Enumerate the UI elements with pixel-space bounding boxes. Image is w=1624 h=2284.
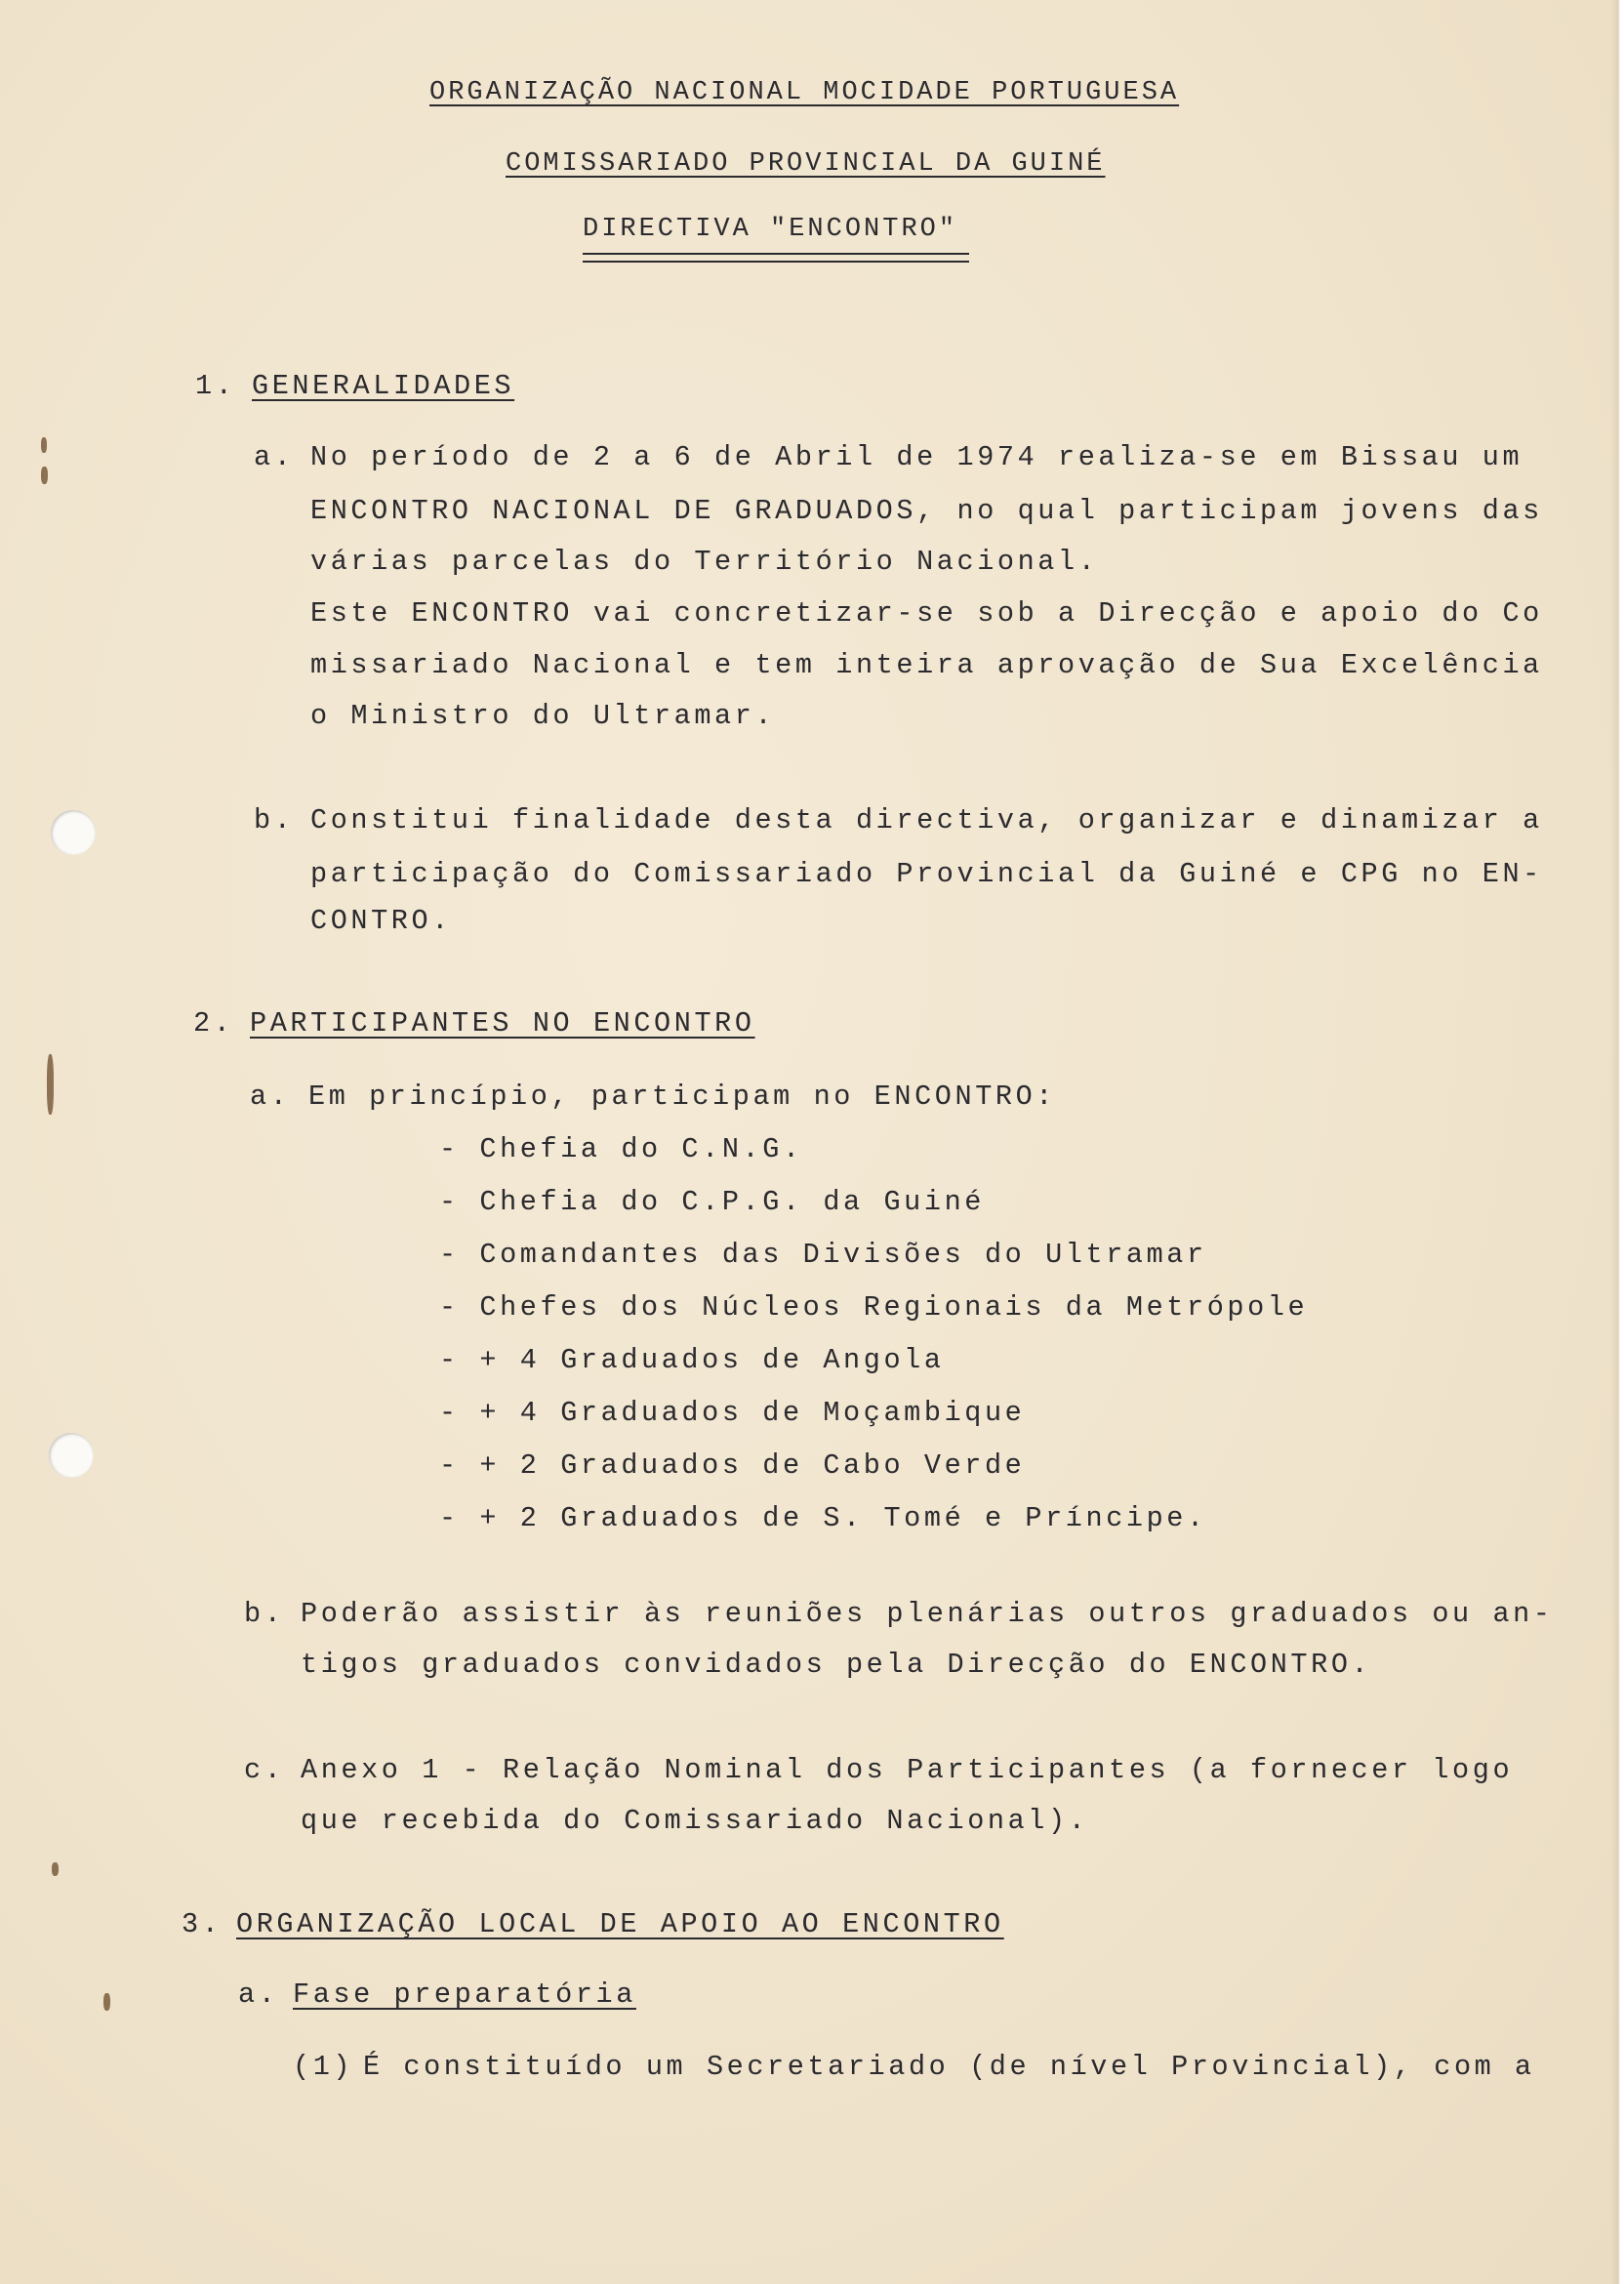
margin-stain <box>41 437 47 453</box>
section-2b-line-2: tigos graduados convidados pela Direcção do ENCONTRO. <box>301 1649 1372 1681</box>
section-1b-line-3: CONTRO. <box>310 905 452 937</box>
header-organization: ORGANIZAÇÃO NACIONAL MOCIDADE PORTUGUESA <box>429 78 1180 107</box>
section-3a-marker: a. <box>238 1978 279 2011</box>
punch-hole-top <box>51 810 96 855</box>
margin-stain <box>41 467 48 484</box>
section-1-number: 1. <box>195 370 236 402</box>
title-double-underline <box>583 253 969 263</box>
header-commissariat: COMISSARIADO PROVINCIAL DA GUINÉ <box>506 149 1106 179</box>
section-3a1-text: É constituído um Secretariado (de nível Provincial), com a <box>363 2051 1535 2083</box>
section-1b-marker: b. <box>254 804 295 836</box>
section-2a-marker: a. <box>250 1081 291 1113</box>
section-1a-line-2: ENCONTRO NACIONAL DE GRADUADOS, no qual participam jovens das <box>310 495 1543 527</box>
section-1a-line-6: o Ministro do Ultramar. <box>310 700 776 732</box>
participant-item: - Comandantes das Divisões do Ultramar <box>439 1239 1207 1271</box>
section-2b-marker: b. <box>244 1598 285 1630</box>
section-2c-line-1: Anexo 1 - Relação Nominal dos Participantes (a fornecer logo <box>301 1754 1514 1786</box>
section-3-title: ORGANIZAÇÃO LOCAL DE APOIO AO ENCONTRO <box>236 1908 1004 1940</box>
section-1a-line-1: No período de 2 a 6 de Abril de 1974 realiza-se em Bissau um <box>310 441 1523 473</box>
section-3-number: 3. <box>182 1908 223 1940</box>
participant-item: - + 2 Graduados de S. Tomé e Príncipe. <box>439 1502 1207 1534</box>
section-2c-marker: c. <box>244 1754 285 1786</box>
section-1b-line-2: participação do Comissariado Provincial da Guiné e CPG no EN- <box>310 858 1543 890</box>
section-3a-title: Fase preparatória <box>293 1978 636 2011</box>
section-2a-intro: Em princípio, participam no ENCONTRO: <box>308 1081 1057 1113</box>
section-2-title: PARTICIPANTES NO ENCONTRO <box>250 1007 755 1040</box>
section-2-number: 2. <box>193 1007 234 1040</box>
section-1-title: GENERALIDADES <box>252 370 515 402</box>
page-edge <box>1610 0 1624 2284</box>
section-1a-marker: a. <box>254 441 295 473</box>
margin-stain <box>103 1993 110 2011</box>
section-3a1-marker: (1) <box>293 2051 354 2083</box>
section-2b-line-1: Poderão assistir às reuniões plenárias outros graduados ou an- <box>301 1598 1554 1630</box>
margin-stain <box>52 1862 59 1876</box>
participant-item: - Chefes dos Núcleos Regionais da Metrópole <box>439 1291 1309 1324</box>
participant-item: - Chefia do C.P.G. da Guiné <box>439 1186 985 1218</box>
section-1b-line-1: Constitui finalidade desta directiva, organizar e dinamizar a <box>310 804 1543 836</box>
section-1a-line-4: Este ENCONTRO vai concretizar-se sob a Direcção e apoio do Co <box>310 597 1543 630</box>
punch-hole-bottom <box>49 1433 94 1478</box>
participant-item: - Chefia do C.N.G. <box>439 1133 803 1165</box>
participant-item: - + 2 Graduados de Cabo Verde <box>439 1449 1026 1482</box>
section-1a-line-5: missariado Nacional e tem inteira aprovação de Sua Excelência <box>310 649 1543 681</box>
document-title: DIRECTIVA "ENCONTRO" <box>583 215 958 244</box>
section-2c-line-2: que recebida do Comissariado Nacional). <box>301 1805 1089 1837</box>
margin-stain <box>47 1054 54 1115</box>
section-1a-line-3: várias parcelas do Território Nacional. <box>310 546 1099 578</box>
participant-item: - + 4 Graduados de Angola <box>439 1344 945 1376</box>
participant-item: - + 4 Graduados de Moçambique <box>439 1397 1026 1429</box>
